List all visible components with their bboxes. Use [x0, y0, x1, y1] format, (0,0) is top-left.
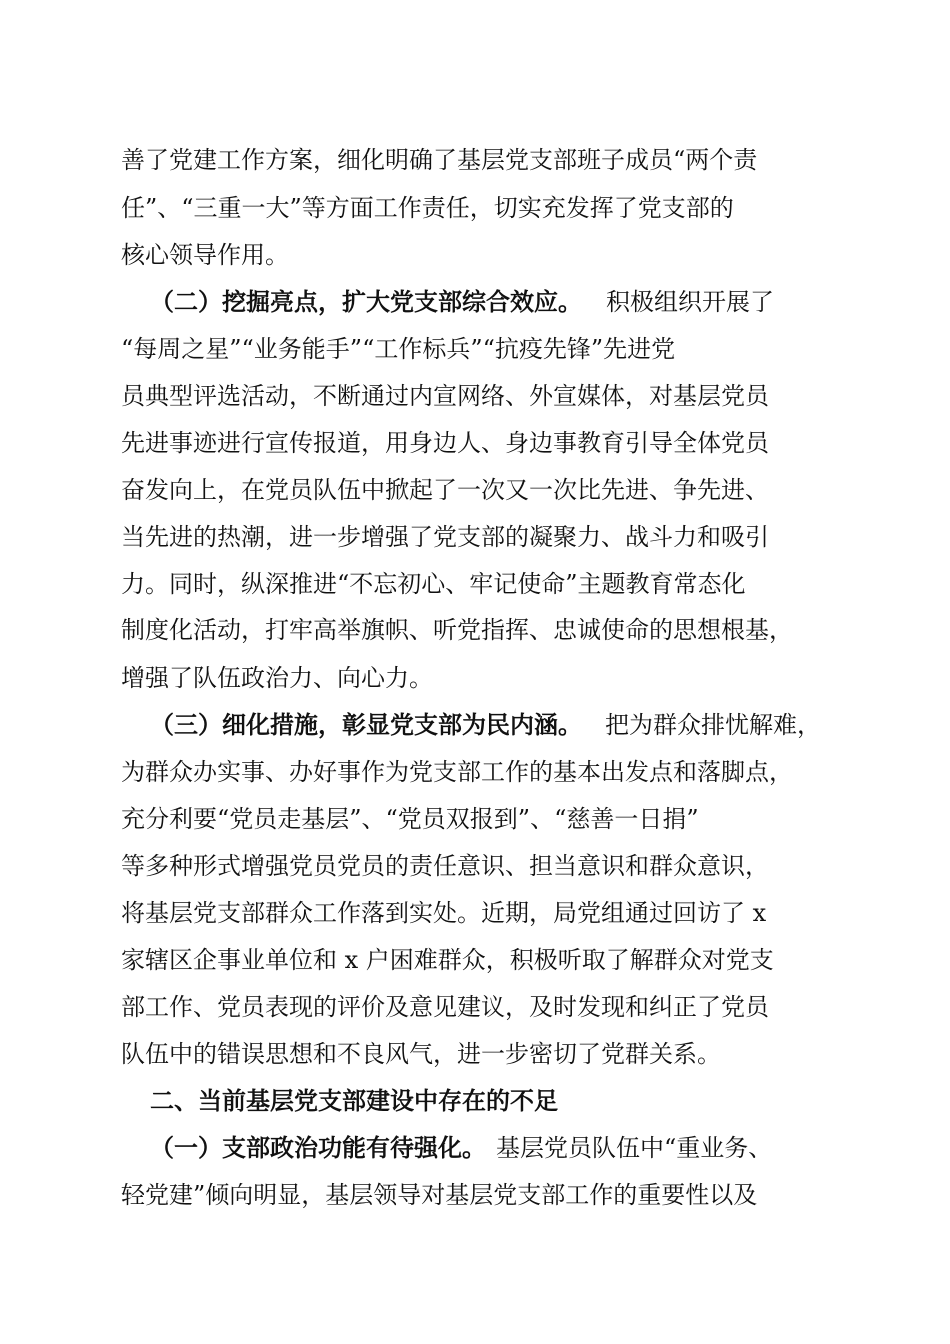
subsection-title: （二）挖掘亮点，扩大党支部综合效应。	[150, 287, 582, 316]
subsection-title: （三）细化措施，彰显党支部为民内涵。	[150, 710, 582, 739]
paragraph-three-line-2: 为群众办实事、办好事作为党支部工作的基本出发点和落脚点，	[121, 758, 793, 786]
paragraph-two-line-2: “每周之星”“业务能手”“工作标兵”“抗疫先锋”先进党	[121, 335, 676, 363]
paragraph-three-line-8: 队伍中的错误思想和不良风气，进一步密切了党群关系。	[121, 1040, 721, 1068]
section-heading: 二、当前基层党支部建设中存在的不足	[150, 1087, 558, 1115]
paragraph-intro-line-3: 核心领导作用。	[121, 241, 289, 269]
paragraph-two-line-3: 员典型评选活动，不断通过内宣网络、外宣媒体，对基层党员	[121, 382, 769, 410]
paragraph-three-line-7: 部工作、党员表现的评价及意见建议，及时发现和纠正了党员	[121, 993, 769, 1021]
paragraph-three-line-5: 将基层党支部群众工作落到实处。近期，局党组通过回访了 x	[121, 899, 767, 927]
paragraph-three-line-6: 家辖区企事业单位和 x 户困难群众，积极听取了解群众对党支	[121, 946, 774, 974]
paragraph-two-line-5: 奋发向上，在党员队伍中掀起了一次又一次比先进、争先进、	[121, 476, 769, 504]
paragraph-two-line-8: 制度化活动，打牢高举旗帜、听党指挥、忠诚使命的思想根基，	[121, 616, 793, 644]
subsection-title: （一）支部政治功能有待强化。	[150, 1133, 486, 1162]
paragraph-three-line-3: 充分利要“党员走基层”、“党员双报到”、“慈善一日捐”	[121, 805, 699, 833]
paragraph-intro-line-1: 善了党建工作方案，细化明确了基层党支部班子成员“两个责	[121, 146, 758, 174]
paragraph-three-line-4: 等多种形式增强党员党员的责任意识、担当意识和群众意识，	[121, 852, 769, 880]
paragraph-two-line-4: 先进事迹进行宣传报道，用身边人、身边事教育引导全体党员	[121, 429, 769, 457]
paragraph-two-line-1: （二）挖掘亮点，扩大党支部综合效应。 积极组织开展了	[0, 282, 950, 322]
paragraph-two-line-7: 力。同时，纵深推进“不忘初心、牢记使命”主题教育常态化	[121, 570, 746, 598]
paragraph-s2-one-line-2: 轻党建”倾向明显，基层领导对基层党支部工作的重要性以及	[121, 1181, 758, 1209]
paragraph-intro-line-2: 任”、“三重一大”等方面工作责任，切实充发挥了党支部的	[121, 194, 734, 222]
paragraph-s2-one-line-1: （一）支部政治功能有待强化。 基层党员队伍中“重业务、	[0, 1128, 950, 1168]
paragraph-two-line-6: 当先进的热潮，进一步增强了党支部的凝聚力、战斗力和吸引	[121, 523, 769, 551]
paragraph-three-line-1: （三）细化措施，彰显党支部为民内涵。 把为群众排忧解难，	[0, 705, 950, 745]
paragraph-two-line-9: 增强了队伍政治力、向心力。	[121, 664, 433, 692]
